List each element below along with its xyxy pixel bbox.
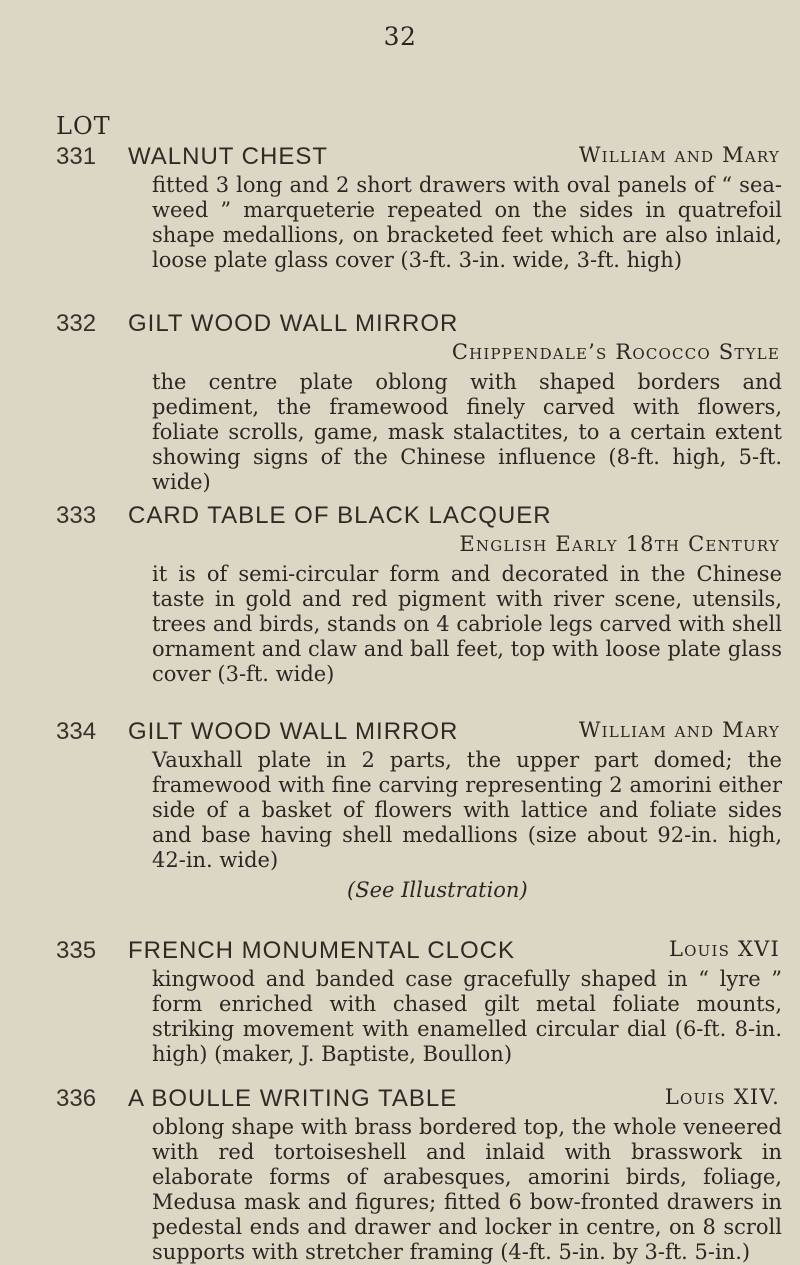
lot-period: Louis XIV. xyxy=(664,1085,780,1109)
lot-title: GILT WOOD WALL MIRROR xyxy=(128,718,459,745)
lot-description: Vauxhall plate in 2 parts, the upper part domed; the framewood with fine carving representing 2 amorini either side of a basket of flowers with lattice and foliate sides and base having shell medallions (size about 92-in. high, 42-in. wide) xyxy=(152,748,782,872)
illustration-note: (See Illustration) xyxy=(347,878,528,902)
lot-number: 332 xyxy=(56,310,97,337)
lot-number: 331 xyxy=(56,143,97,170)
lot-period: William and Mary xyxy=(578,718,780,742)
lot-description: kingwood and banded case gracefully shaped in “ lyre ” form enriched with chased gilt metal foliate mounts, striking movement with enamelled circular dial (6-ft. 8-in. high) (maker, J. Baptiste, Boullon) xyxy=(152,967,782,1066)
lot-title: WALNUT CHEST xyxy=(128,143,329,170)
lot-description: fitted 3 long and 2 short drawers with oval panels of “ sea-weed ” marqueterie repeated on the sides in quatrefoil shape medallions, on bracketed feet which are also inlaid, loose plate glass cover (3-ft. 3-in. wide, 3-ft. high) xyxy=(152,173,782,272)
lot-description: it is of semi-circular form and decorated in the Chinese taste in gold and red pigment with river scene, utensils, trees and birds, stands on 4 cabriole legs carved with shell ornament and claw and ball feet, top with loose plate glass cover (3-ft. wide) xyxy=(152,562,782,686)
lot-number: 335 xyxy=(56,937,97,964)
lot-description: oblong shape with brass bordered top, the whole veneered with red tortoiseshell and inlaid with brasswork in elaborate forms of arabesques, amorini birds, foliage, Medusa mask and figures; fitted 6 bow-fronted drawers in pedestal ends and drawer and locker in centre, on 8 scroll supports with stretcher framing (4-ft. 5-in. by 3-ft. 5-in.) xyxy=(152,1115,782,1264)
lot-period: Chippendale’s Rococco Style xyxy=(451,340,780,364)
lot-number: 333 xyxy=(56,502,97,529)
lot-description: the centre plate oblong with shaped borders and pediment, the framewood finely carved with flowers, foliate scrolls, game, mask stalactites, to a certain extent showing signs of the Chinese influence (8-ft. high, 5-ft. wide) xyxy=(152,370,782,494)
lot-period: William and Mary xyxy=(578,143,780,167)
lot-number: 336 xyxy=(56,1085,97,1112)
lot-title: FRENCH MONUMENTAL CLOCK xyxy=(128,937,516,964)
lot-column-heading: LOT xyxy=(56,112,111,140)
lot-period: Louis XVI xyxy=(669,937,780,961)
lot-title: CARD TABLE OF BLACK LACQUER xyxy=(128,502,552,529)
page-number: 32 xyxy=(383,22,417,51)
lot-title: GILT WOOD WALL MIRROR xyxy=(128,310,459,337)
lot-period: English Early 18th Century xyxy=(459,532,780,556)
lot-title: A BOULLE WRITING TABLE xyxy=(128,1085,458,1112)
lot-number: 334 xyxy=(56,718,97,745)
